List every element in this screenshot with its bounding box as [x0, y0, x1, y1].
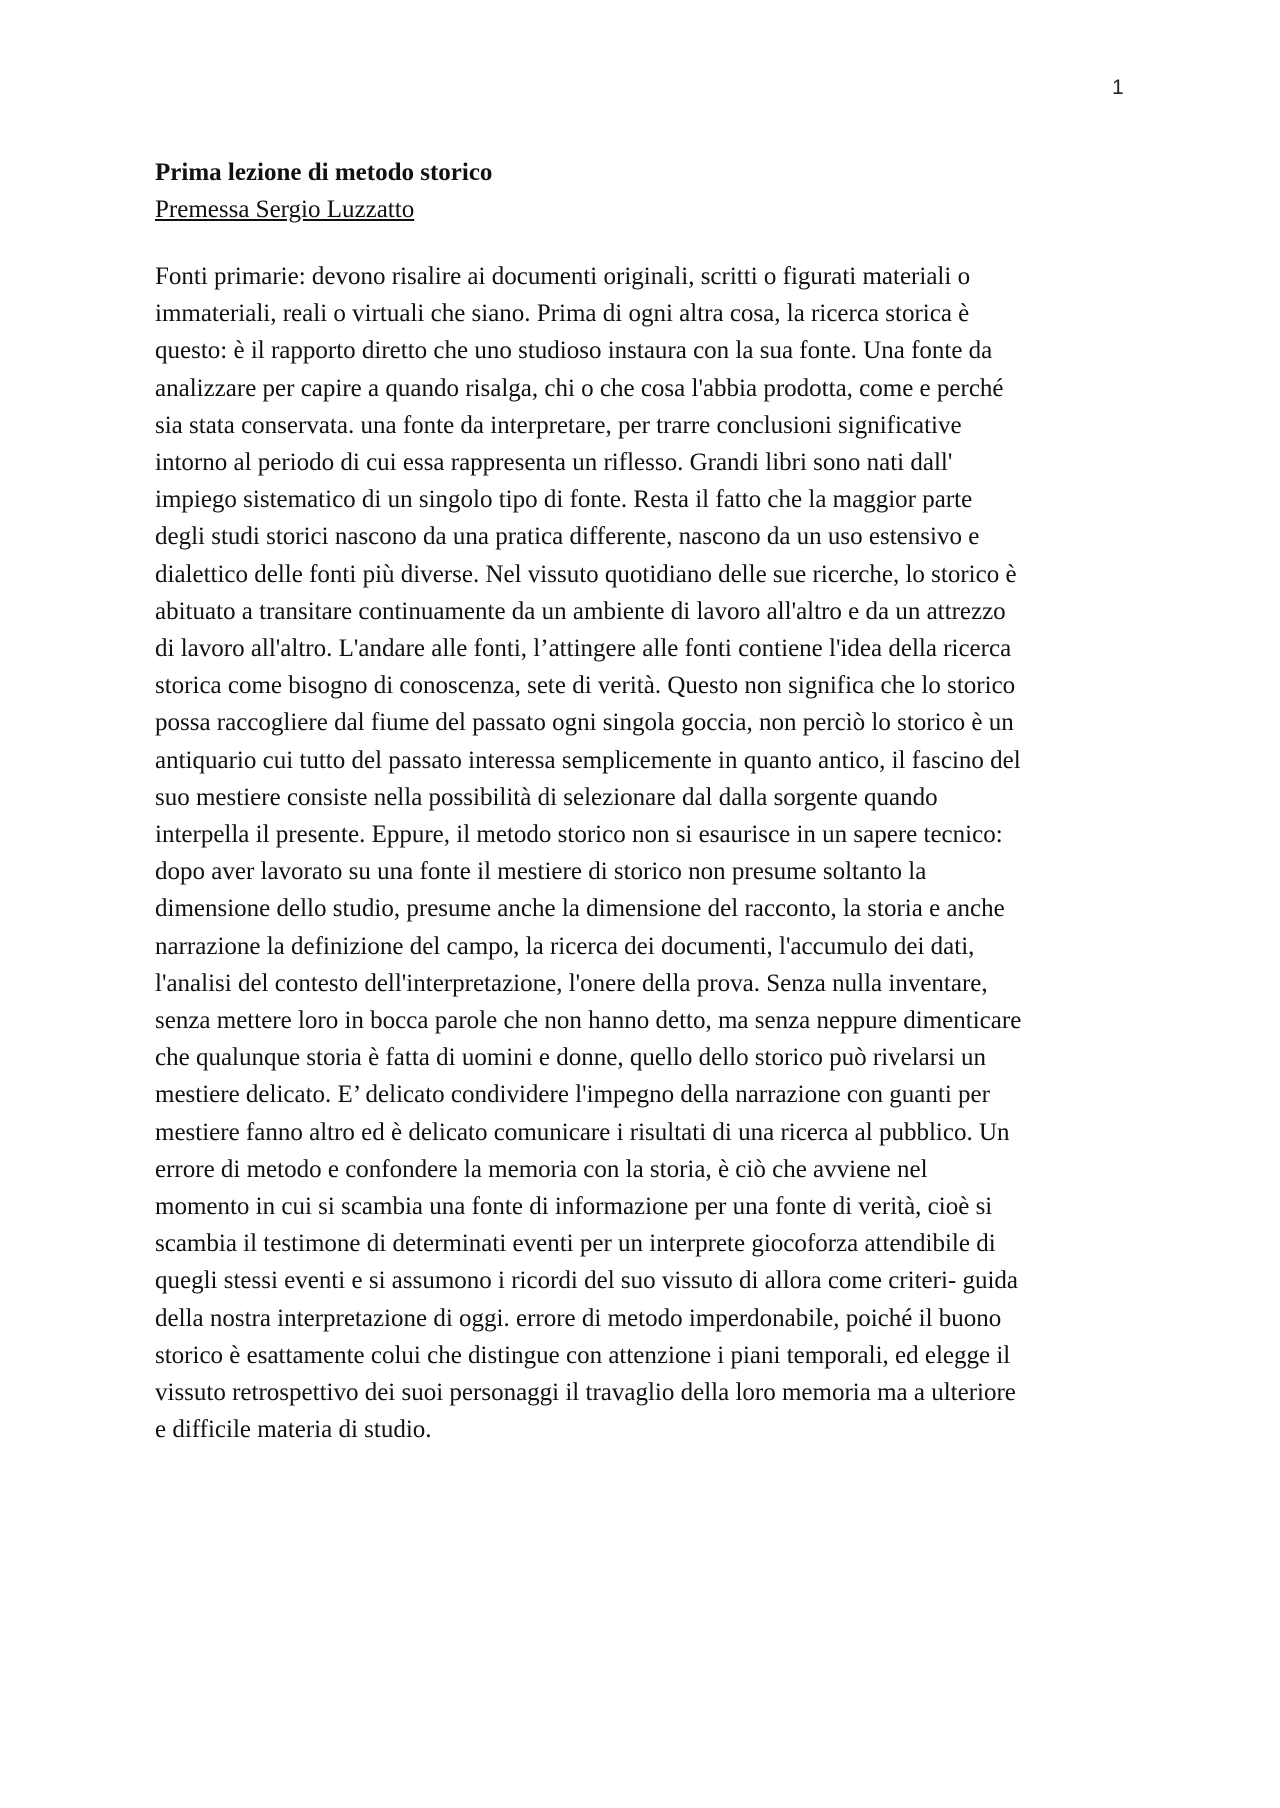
body-line: e difficile materia di studio.	[155, 1416, 432, 1444]
body-line: l'analisi del contesto dell'interpretazione, l'onere della prova. Senza nulla inventare,	[155, 969, 988, 997]
body-line: quegli stessi eventi e si assumono i ricordi del suo vissuto di allora come criteri- guida	[155, 1267, 1019, 1295]
body-line: mestiere delicato. E’ delicato condividere l'impegno della narrazione con guanti per	[155, 1081, 990, 1109]
body-line: narrazione la definizione del campo, la ricerca dei documenti, l'accumulo dei dati,	[155, 932, 975, 960]
body-line: dialettico delle fonti più diverse. Nel vissuto quotidiano delle sue ricerche, lo storico è	[155, 560, 1017, 588]
body-line: questo: è il rapporto diretto che uno studioso instaura con la sua fonte. Una fonte da	[155, 337, 993, 365]
body-line: impiego sistematico di un singolo tipo di fonte. Resta il fatto che la maggior parte	[155, 486, 973, 514]
document-content	[155, 154, 1135, 1449]
body-line: Fonti primarie: devono risalire ai documenti originali, scritti o figurati materiali o	[155, 263, 971, 290]
body-line: errore di metodo e confondere la memoria con la storia, è ciò che avviene nel	[155, 1155, 928, 1183]
body-line: della nostra interpretazione di oggi. errore di metodo imperdonabile, poiché il buono	[155, 1304, 1002, 1332]
body-line: senza mettere loro in bocca parole che non hanno detto, ma senza neppure dimenticare	[155, 1007, 1022, 1035]
body-paragraph	[155, 258, 1135, 1449]
body-line: sia stata conservata. una fonte da interpretare, per trarre conclusioni significative	[155, 411, 962, 439]
body-line: vissuto retrospettivo dei suoi personaggi il travaglio della loro memoria ma a ulteriore	[155, 1379, 1016, 1407]
body-line: immateriali, reali o virtuali che siano. Prima di ogni altra cosa, la ricerca storica è	[155, 300, 970, 328]
body-line: che qualunque storia è fatta di uomini e donne, quello dello storico può rivelarsi un	[155, 1044, 987, 1072]
body-line: di lavoro all'altro. L'andare alle fonti, l’attingere alle fonti contiene l'idea della ricerca	[155, 635, 1012, 663]
body-line: antiquario cui tutto del passato interessa semplicemente in quanto antico, il fascino del	[155, 746, 1021, 774]
page-number: 1	[1112, 76, 1124, 99]
body-line: abituato a transitare continuamente da un ambiente di lavoro all'altro e da un attrezzo	[155, 597, 1006, 625]
body-line: mestiere fanno altro ed è delicato comunicare i risultati di una ricerca al pubblico. Un	[155, 1118, 1010, 1146]
body-line: storica come bisogno di conoscenza, sete di verità. Questo non significa che lo storico	[155, 672, 1016, 700]
document-title: Prima lezione di metodo storico	[155, 159, 493, 186]
body-line: analizzare per capire a quando risalga, chi o che cosa l'abbia prodotta, come e perché	[155, 374, 1004, 402]
body-line: suo mestiere consiste nella possibilità di selezionare dal dalla sorgente quando	[155, 783, 938, 811]
body-line: degli studi storici nascono da una pratica differente, nascono da un uso estensivo e	[155, 523, 980, 551]
body-line: intorno al periodo di cui essa rappresenta un riflesso. Grandi libri sono nati dall'	[155, 449, 953, 477]
body-line: storico è esattamente colui che distingue con attenzione i piani temporali, ed elegge il	[155, 1341, 1011, 1369]
body-line: possa raccogliere dal fiume del passato ogni singola goccia, non perciò lo storico è un	[155, 709, 1014, 737]
document-subtitle: Premessa Sergio Luzzatto	[155, 196, 415, 223]
body-line: scambia il testimone di determinati eventi per un interprete giocoforza attendibile di	[155, 1230, 996, 1258]
body-line: dimensione dello studio, presume anche la dimensione del racconto, la storia e anche	[155, 895, 1005, 923]
body-line: momento in cui si scambia una fonte di informazione per una fonte di verità, cioè si	[155, 1193, 993, 1221]
body-line: interpella il presente. Eppure, il metodo storico non si esaurisce in un sapere tecnico:	[155, 821, 1003, 849]
body-line: dopo aver lavorato su una fonte il mestiere di storico non presume soltanto la	[155, 858, 927, 886]
